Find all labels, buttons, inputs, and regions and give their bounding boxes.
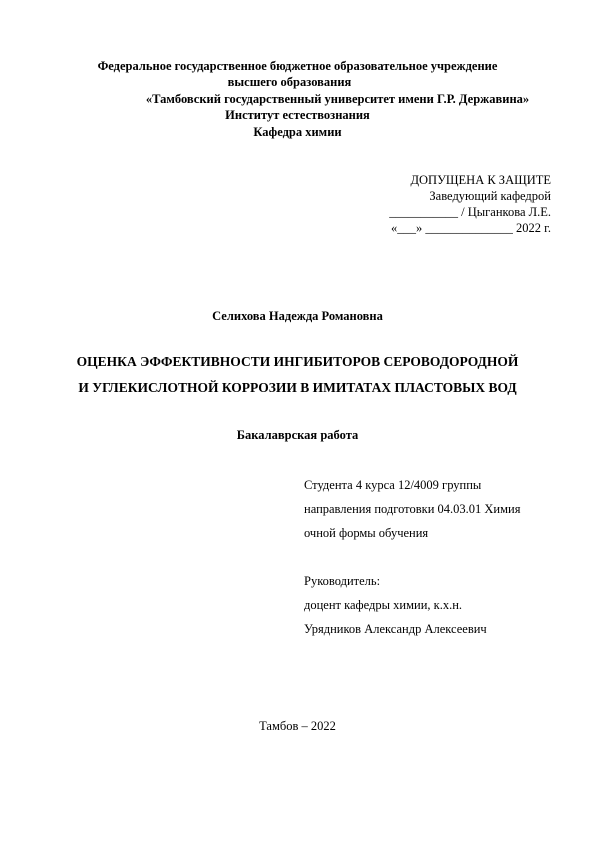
work-type: Бакалаврская работа [236,428,359,442]
institution-line-2: высшего образования [227,75,352,89]
approval-date: «___» ______________ 2022 г. [391,221,551,235]
student-form: очной формы обучения [304,526,429,540]
student-direction: направления подготовки 04.03.01 Химия [304,502,521,516]
approval-position: Заведующий кафедрой [429,189,551,203]
institution-line-1: Федеральное государственное бюджетное образовательное учреждение [97,59,498,73]
thesis-title-line-1: ОЦЕНКА ЭФФЕКТИВНОСТИ ИНГИБИТОРОВ СЕРОВОДОРОДНОЙ [76,354,519,369]
approval-title: ДОПУЩЕНА К ЗАЩИТЕ [410,173,551,187]
department-name: Кафедра химии [253,125,342,139]
approval-signature: ___________ / Цыганкова Л.Е. [389,205,551,219]
thesis-title-line-2: И УГЛЕКИСЛОТНОЙ КОРРОЗИИ В ИМИТАТАХ ПЛАСТОВЫХ ВОД [78,380,517,395]
author-name: Селихова Надежда Романовна [212,309,383,323]
student-course: Студента 4 курса 12/4009 группы [304,478,482,492]
supervisor-position: доцент кафедры химии, к.х.н. [304,598,463,612]
university-name: «Тамбовский государственный университет имени Г.Р. Державина» [145,92,530,106]
institute-name: Институт естествознания [225,108,370,122]
city-year: Тамбов – 2022 [259,719,336,733]
supervisor-name: Урядников Александр Алексеевич [304,622,487,636]
supervisor-label: Руководитель: [304,574,381,588]
